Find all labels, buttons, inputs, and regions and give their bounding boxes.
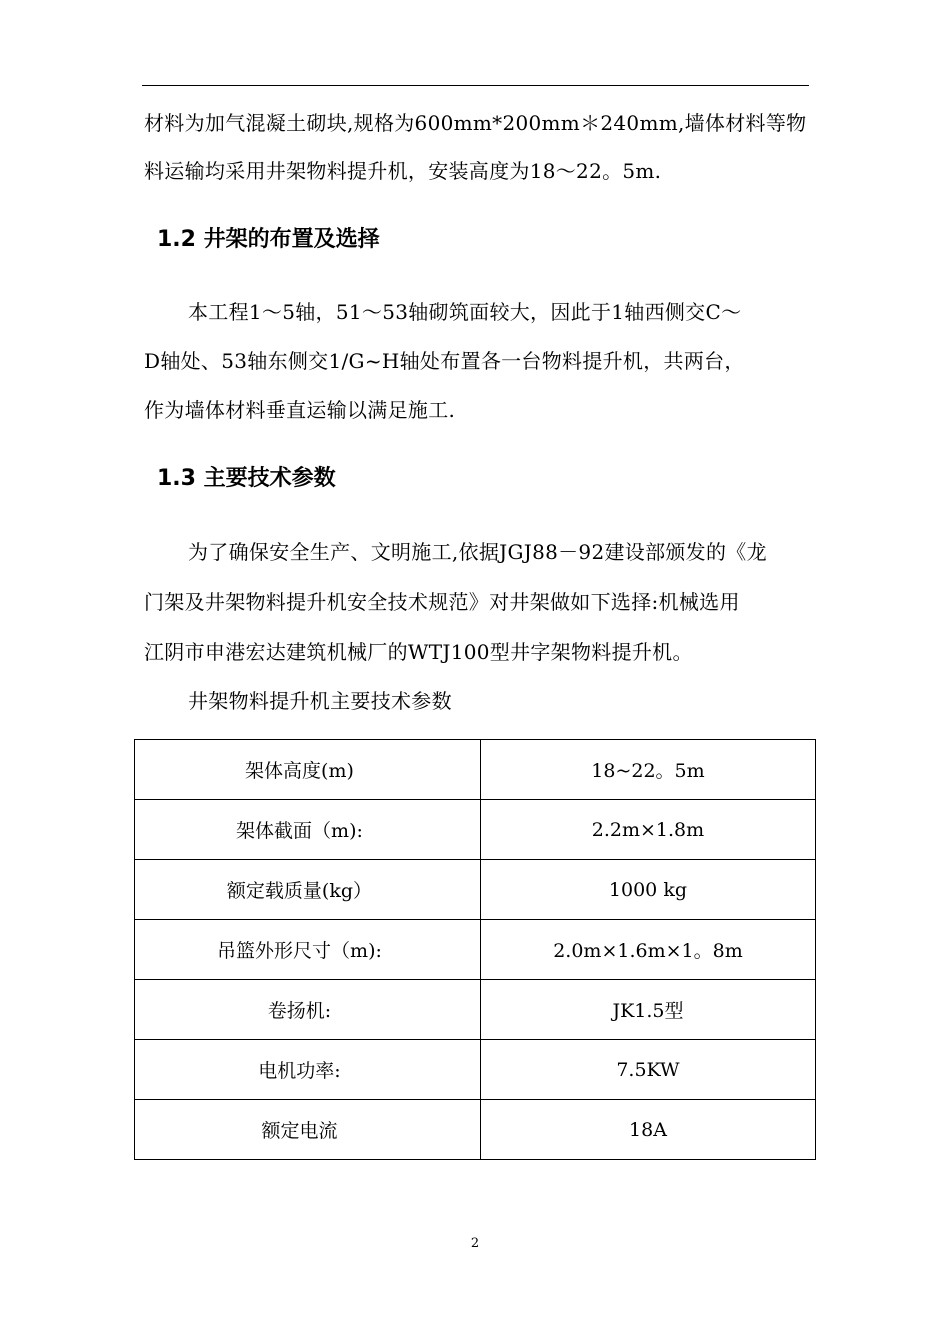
table-caption: 井架物料提升机主要技术参数 — [188, 689, 452, 713]
paragraph-line: 作为墙体材料垂直运输以满足施工. — [144, 398, 456, 422]
table-row — [135, 980, 816, 1040]
section-heading-1-3: 1.3 主要技术参数 — [157, 466, 336, 491]
paragraph-line: D轴处、53轴东侧交1/G~H轴处布置各一台物料提升机，共两台， — [144, 349, 745, 373]
table-row — [135, 1100, 816, 1160]
table-row — [135, 860, 816, 920]
table-row — [135, 800, 816, 860]
parameter-value: 1000 kg — [480, 860, 815, 920]
page-number: 2 — [470, 1236, 480, 1251]
parameter-label: 卷扬机: — [135, 980, 481, 1040]
parameter-value: 18A — [480, 1100, 815, 1160]
section-heading-1-2: 1.2 井架的布置及选择 — [157, 227, 380, 252]
table-row — [135, 920, 816, 980]
paragraph-line: 本工程1～5轴，51～53轴砌筑面较大，因此于1轴西侧交C～ — [188, 300, 742, 324]
parameter-label: 额定载质量(kg） — [135, 860, 481, 920]
parameter-value: 2.2m×1.8m — [480, 800, 815, 860]
paragraph-line: 江阴市申港宏达建筑机械厂的WTJ100型井字架物料提升机。 — [144, 640, 693, 664]
table-row — [135, 740, 816, 800]
parameter-value: 2.0m×1.6m×1。8m — [480, 920, 815, 980]
parameter-label: 吊篮外形尺寸（m): — [135, 920, 481, 980]
paragraph-line: 材料为加气混凝土砌块,规格为600mm*200mm＊240mm,墙体材料等物 — [144, 111, 807, 135]
paragraph-line: 料运输均采用井架物料提升机，安装高度为18～22。5m. — [144, 159, 662, 183]
parameter-label: 额定电流 — [135, 1100, 481, 1160]
parameter-value: 7.5KW — [480, 1040, 815, 1100]
parameter-value: 18~22。5m — [480, 740, 815, 800]
parameter-label: 架体高度(m) — [135, 740, 481, 800]
table-row — [135, 1040, 816, 1100]
paragraph-line: 门架及井架物料提升机安全技术规范》对井架做如下选择:机械选用 — [144, 590, 740, 614]
technical-parameters-table — [134, 739, 816, 1160]
parameter-label: 电机功率: — [135, 1040, 481, 1100]
parameter-label: 架体截面（m): — [135, 800, 481, 860]
parameter-value: JK1.5型 — [480, 980, 815, 1040]
paragraph-line: 为了确保安全生产、文明施工,依据JGJ88－92建设部颁发的《龙 — [188, 540, 767, 564]
header-rule — [142, 85, 809, 86]
